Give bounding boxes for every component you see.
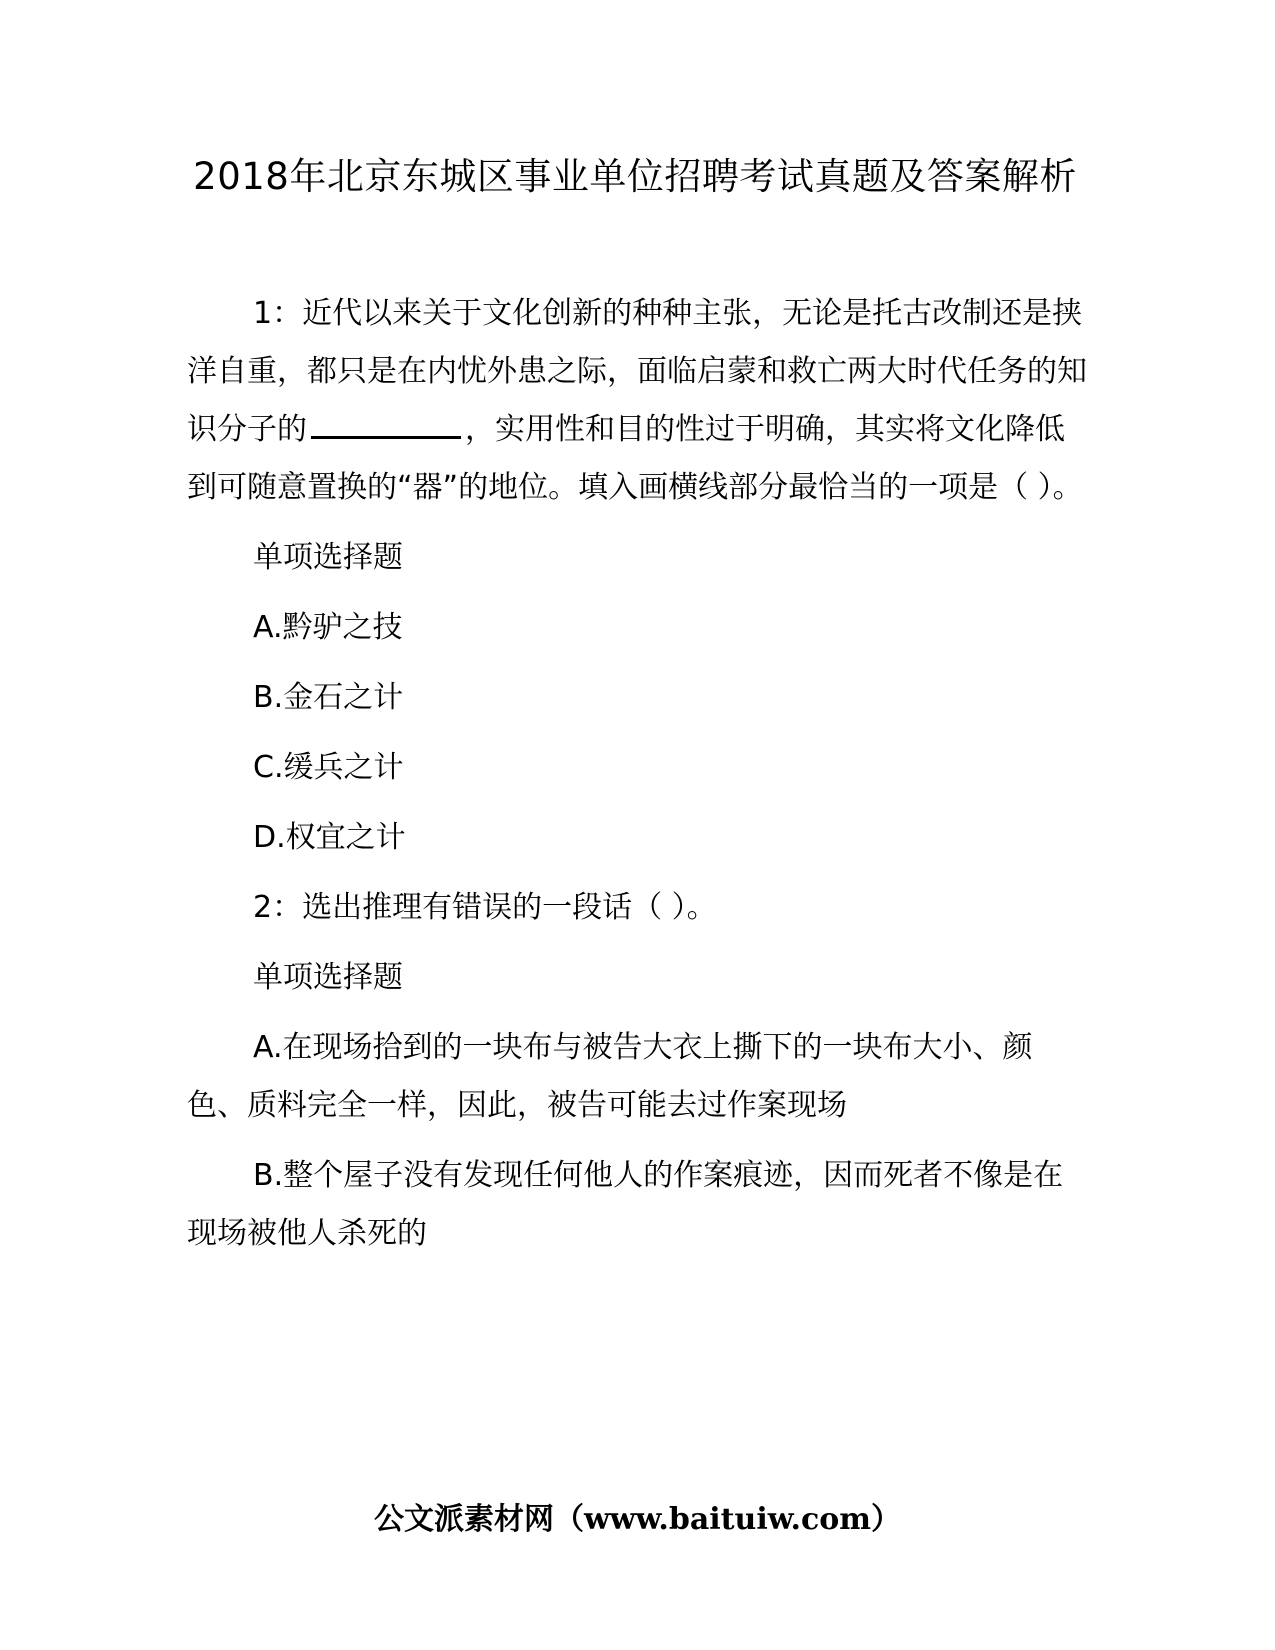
question-2-stem: 2：选出推理有错误的一段话（ ）。: [253, 890, 717, 925]
question-1-option-c: C.缓兵之计: [253, 750, 404, 785]
footer-source: 公文派素材网（www.baituiw.com）: [373, 1502, 902, 1537]
question-1-stem-before: 1：近代以来关于文化创新的种种主张，无论是托古改制还是挟洋自重，都只是在内忧外患之际，面临启蒙和救亡两大时代任务的知识分子的: [187, 296, 1087, 447]
fill-in-blank: [311, 406, 461, 439]
document-title: 2018年北京东城区事业单位招聘考试真题及答案解析: [193, 155, 1077, 198]
question-2-type: 单项选择题: [253, 960, 403, 995]
question-1-stem: [187, 285, 1087, 517]
question-1-stem-after: ，实用性和目的性过于明确，其实将文化降低到可随意置换的“器”的地位。填入画横线部分最恰当的一项是（ ）。: [187, 412, 1083, 505]
question-2-option-a: A.在现场拾到的一块布与被告大衣上撕下的一块布大小、颜色、质料完全一样，因此，被告可能去过作案现场: [187, 1030, 1033, 1123]
question-1-option-d: D.权宜之计: [253, 820, 406, 855]
document-body: [187, 285, 1087, 1263]
question-1-type: 单项选择题: [253, 540, 403, 575]
question-1-option-b: B.金石之计: [253, 680, 404, 715]
question-1-option-a: A.黔驴之技: [253, 610, 403, 645]
question-2-option-b: B.整个屋子没有发现任何他人的作案痕迹，因而死者不像是在现场被他人杀死的: [187, 1158, 1064, 1251]
